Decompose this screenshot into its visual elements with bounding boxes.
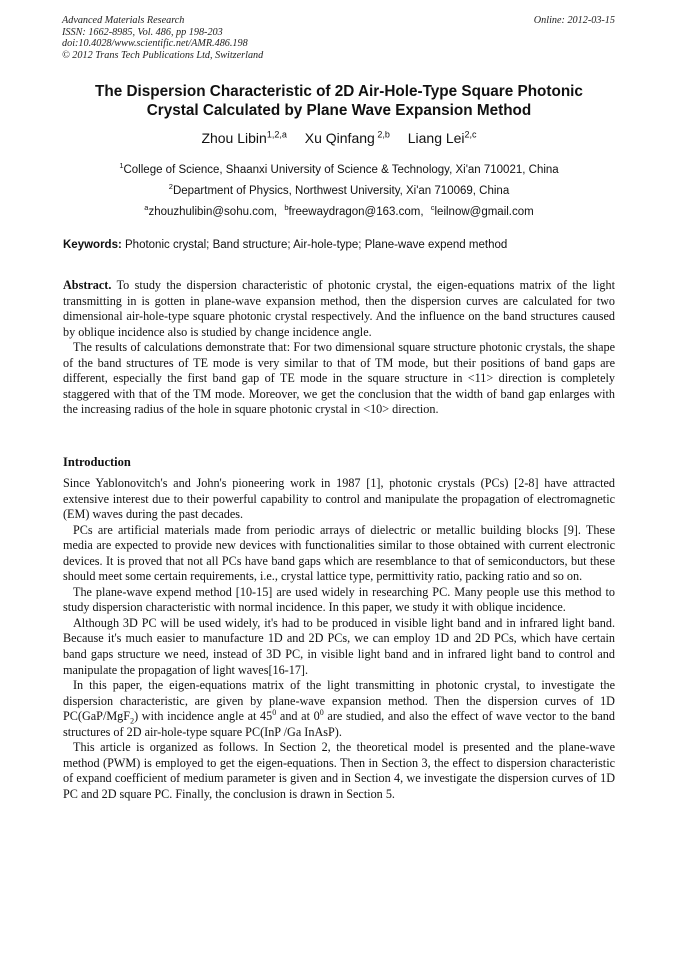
journal-header [62,15,263,61]
introduction-body [63,476,615,802]
email[interactable]: $^a$zhouzhulibin@sohu.com, [144,203,278,218]
email-line [0,203,678,218]
author-list [0,130,678,146]
affiliation: $^2$Department of Physics, Northwest University, Xi'an 710069, China [168,182,510,197]
author: Liang Lei$^{2,c}$ [407,129,477,146]
email[interactable]: $^b$freewaydragon@163.com, [284,203,424,218]
paragraph: In this paper, the eigen-equations matrix of the light transmitting in photonic crystal, to investigate the dispersion characteristic, are given by plane-wave expansion method. Then the dispersion curves of 1D PC(GaP/MgF$_2$) with incidence angle at $45^0$ and at $0^0$ are studied, and also the effect of wave vector to the band structures of 2D air-hole-type square PC(InP /Ga InAsP). [63,678,615,739]
keywords-label: Keywords: [63,239,122,251]
copyright-line: © 2012 Trans Tech Publications Ltd, Switzerland [62,49,264,61]
keywords-text: Photonic crystal; Band structure; Air-hole-type; Plane-wave expend method [125,239,508,251]
issn-line: ISSN: 1662-8985, Vol. 486, pp 198-203 [62,26,223,38]
paragraph: Although 3D PC will be used widely, it's had to be produced in visible light band and in infrared light band. Because it's much easier to manufacture 1D and 2D PCs, we can employ 1D and 2D PCs, which have certain band gaps structure we need, instead of 3D PC, in visible light band and in infrared light band to control and manipulate the propagation of light waves[16-17]. [63,615,615,677]
abstract-paragraph: Abstract. To study the dispersion characteristic of photonic crystal, the eigen-equations matrix of the light transmitting in is gotten in plane-wave expansion method, then the dispersion curves are calculated for two dimensional air-hole-type square photonic crystal respectively. And the influence on the band structures caused by oblique incidence also is studied by change incidence angle. [63,278,615,339]
journal-name: Advanced Materials Research [62,15,185,26]
keywords [63,239,615,251]
abstract [63,278,615,418]
author: Xu Qinfang $^{2,b}$ [304,129,390,146]
paragraph: This article is organized as follows. In Section 2, the theoretical model is presented and the plane-wave method (PWM) is employed to get the eigen-equations. Then in Section 3, the effect to dispersion characteristic of expand coefficient of medium parameter is given and in Section 4, we investigate the dispersion curves of 1D PC and 2D square PC. Finally, the conclusion is drawn in Section 5. [63,740,615,801]
paragraph: PCs are artificial materials made from periodic arrays of dielectric or metallic building blocks [9]. These media are expected to provide new devices with functionalities similar to those obtained with current electronic devices. It is proved that not all PCs have band gaps which are resemblance to that of semiconductors, but these should meet some certain requirements, i.e., crystal lattice type, permittivity ratio, packing ratio and so on. [63,522,615,584]
affiliation: $^1$College of Science, Shaanxi University of Science & Technology, Xi'an 710021, China [119,161,559,176]
paragraph: The plane-wave expend method [10-15] are used widely in researching PC. Many people use this method to study dispersion characteristic with normal incidence. In this paper, we study it with oblique incidence. [63,584,615,615]
abstract-paragraph: The results of calculations demonstrate that: For two dimensional square structure photonic crystals, the shape of the band structures of TE mode is very similar to that of TM mode, but their positions of band gaps are different, especially the first band gap of TE mode in the square structure in <11> direction is completely staggered with that of the TM mode. Moreover, we get the conclusion that the width of band gap enlarges with the increasing radius of the hole in square photonic crystal in <10> direction. [63,340,615,417]
paragraph: Since Yablonovitch's and John's pioneering work in 1987 [1], photonic crystals (PCs) [2-8] have attracted extensive interest due to their powerful capability to control and manipulate the propagation of electromagnetic (EM) waves during the past decades. [63,476,615,522]
abstract-label: Abstract. [63,278,112,292]
section-heading: Introduction [63,455,131,469]
online-date: Online: 2012-03-15 [533,15,615,26]
doi-line: doi:10.4028/www.scientific.net/AMR.486.198 [62,38,248,50]
email[interactable]: $^c$leilnow@gmail.com [430,203,534,218]
author: Zhou Libin$^{1,2,a}$ [201,129,287,146]
paper-title: The Dispersion Characteristic of 2D Air-Hole-Type Square Photonic Crystal Calculated by Plane Wave Expansion Method [95,83,583,119]
